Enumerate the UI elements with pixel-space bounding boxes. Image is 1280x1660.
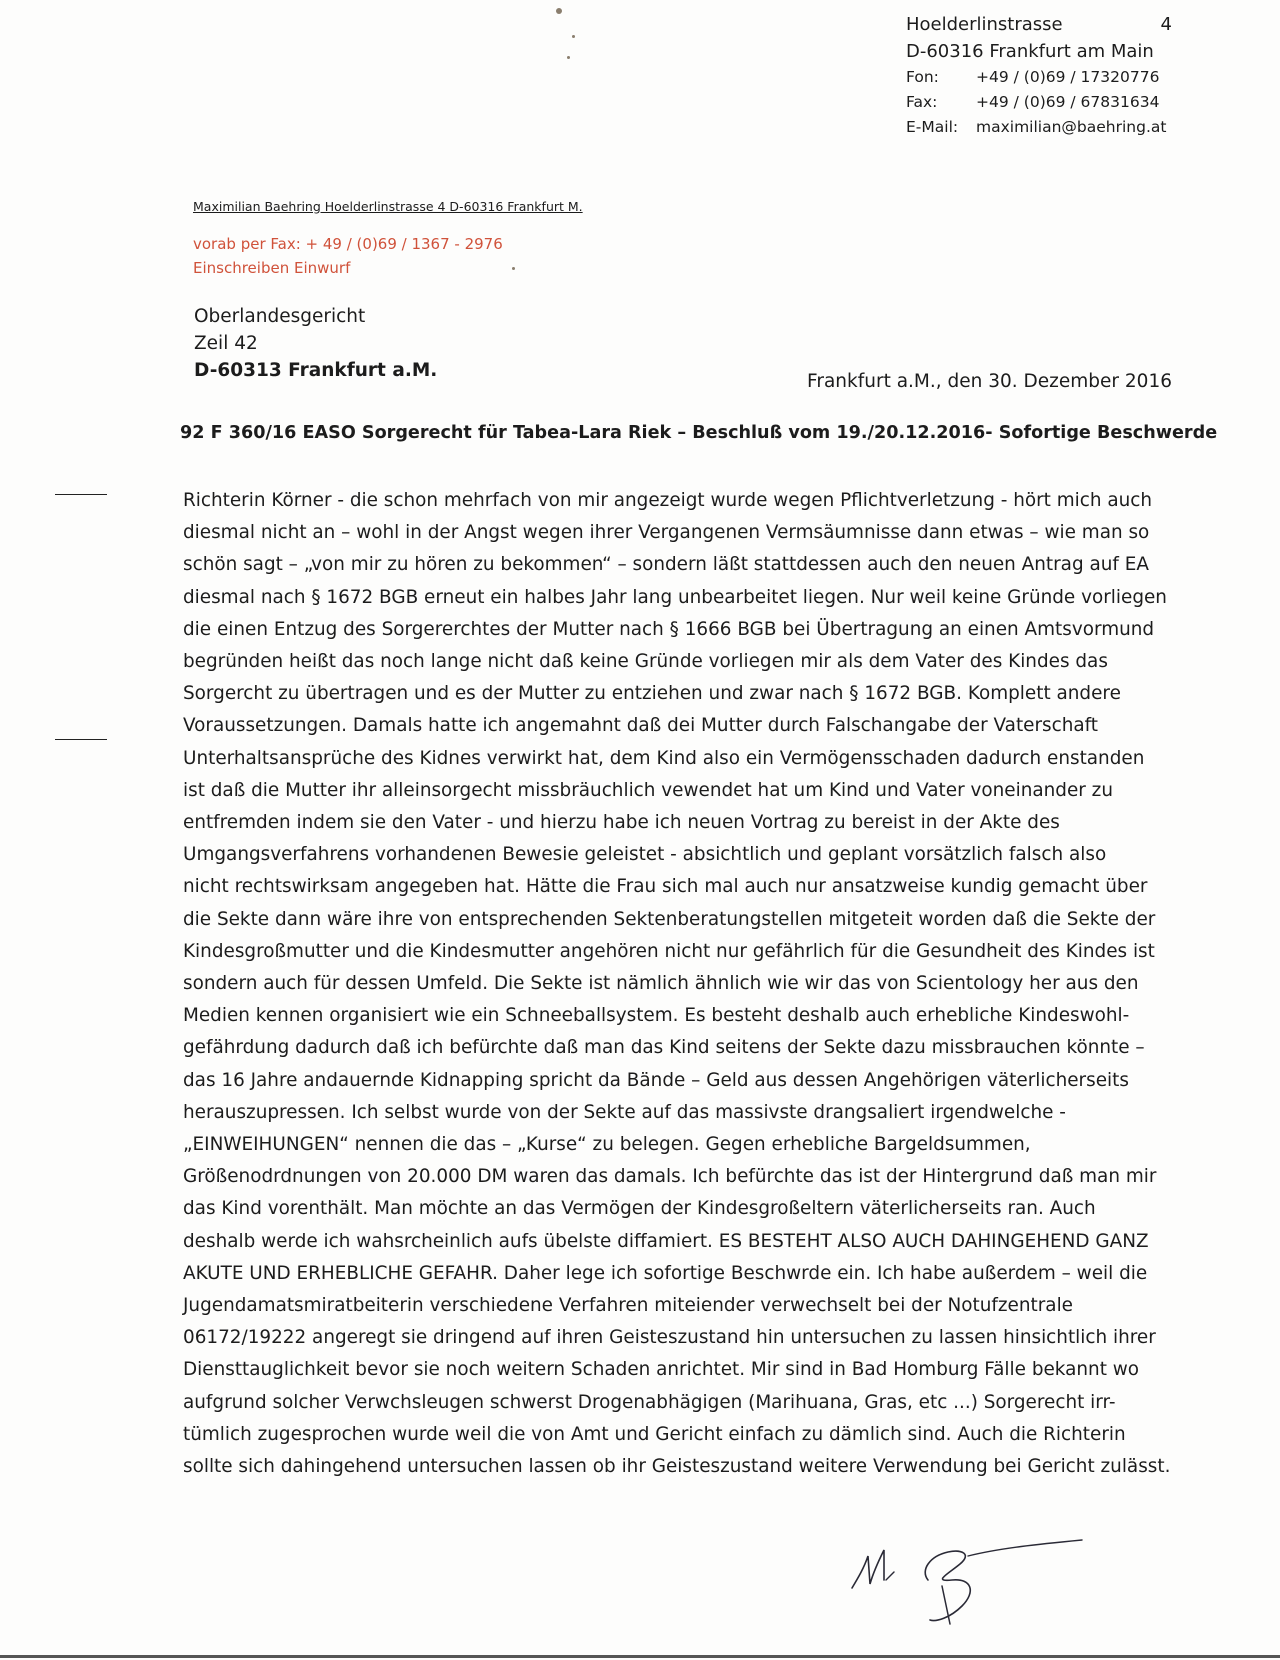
body-line: nicht rechtswirksam angegeben hat. Hätte die Frau sich mal auch nur ansatzweise kundig gemacht über xyxy=(183,876,1148,898)
contact-value-phone: +49 / (0)69 / 17320776 xyxy=(976,68,1160,86)
body-line: sondern auch für dessen Umfeld. Die Sekte ist nämlich ähnlich wie wir das von Scientology her aus den xyxy=(183,973,1139,995)
body-line: tümlich zugesprochen wurde weil die von Amt und Gericht einfach zu dämlich sind. Auch die Richterin xyxy=(183,1423,1126,1445)
recipient-line-1: Oberlandesgericht xyxy=(194,306,366,327)
body-line: Richterin Körner - die schon mehrfach von mir angezeigt wurde wegen Pflichtverletzung - hört mich auch xyxy=(183,490,1153,511)
fold-mark-upper xyxy=(55,494,107,495)
body-line: Medien kennen organisiert wie ein Schneeballsystem. Es besteht deshalb auch erhebliche Kindeswohl- xyxy=(183,1005,1130,1027)
delivery-fax: vorab per Fax: + 49 / (0)69 / 1367 - 2976 xyxy=(193,235,503,253)
body-line: ist daß die Mutter ihr alleinsorgecht missbräuchlich vewendet hat um Kind und Vater voneinander zu xyxy=(183,779,1113,801)
body-line: die Sekte dann wäre ihre von entsprechenden Sektenberatungstellen mitgeteit worden daß die Sekte der xyxy=(183,908,1156,930)
fold-mark-middle xyxy=(55,739,107,740)
body-line: AKUTE UND ERHEBLICHE GEFAHR. Daher lege ich sofortige Beschwrde ein. Ich habe außerdem – weil die xyxy=(183,1262,1148,1284)
sender-contacts xyxy=(906,65,1176,140)
body-line: Voraussetzungen. Damals hatte ich angemahnt daß dei Mutter durch Falschangabe der Vaterschaft xyxy=(183,715,1099,737)
sender-city: D-60316 Frankfurt am Main xyxy=(906,41,1154,62)
sender-city-row xyxy=(906,39,1176,64)
body-line: Diensttauglichkeit bevor sie noch weitern Schaden anrichtet. Mir sind in Bad Homburg Fälle bekannt wo xyxy=(183,1359,1140,1381)
body-line: deshalb werde ich wahsrcheinlich aufs übelste diffamiert. ES BESTEHT ALSO AUCH DAHINGEHEND GANZ xyxy=(183,1230,1149,1252)
body-line: diesmal nach § 1672 BGB erneut ein halbes Jahr lang unbearbeitet liegen. Nur weil keine Gründe vorliegen xyxy=(183,586,1167,608)
contact-label-email: E-Mail: xyxy=(906,118,959,136)
date-line: Frankfurt a.M., den 30. Dezember 2016 xyxy=(807,371,1172,392)
recipient-line-2: Zeil 42 xyxy=(194,333,258,354)
body-line: Kindesgroßmutter und die Kindesmutter angehören nicht nur gefährlich für die Gesundheit des Kindes ist xyxy=(183,940,1155,962)
body-line: Größenodrdnungen von 20.000 DM waren das damals. Ich befürchte das ist der Hintergrund daß man mir xyxy=(183,1166,1157,1188)
contact-label-fax: Fax: xyxy=(906,93,938,111)
body-line: Jugendamatsmiratbeiterin verschiedene Verfahren miteiender verwechselt bei der Notufzentrale xyxy=(183,1295,1073,1317)
body-line: gefährdung dadurch daß ich befürchte daß man das Kind seitens der Sekte dazu missbrauchen könnte – xyxy=(183,1037,1145,1059)
body-line: herauszupressen. Ich selbst wurde von der Sekte auf das massivste drangsaliert irgendwelche - xyxy=(183,1101,1066,1123)
handwritten-signature xyxy=(850,1530,1090,1640)
delivery-registered: Einschreiben Einwurf xyxy=(193,259,351,277)
scan-bottom-edge xyxy=(0,1655,1280,1658)
body-line: diesmal nicht an – wohl in der Angst wegen ihrer Vergangenen Vermsäumnisse dann etwas – wie man so xyxy=(183,522,1150,544)
letter-body xyxy=(183,485,1213,1483)
body-line: Unterhaltsansprüche des Kidnes verwirkt hat, dem Kind also ein Vermögensschaden dadurch enstanden xyxy=(183,747,1145,769)
contact-value-email: maximilian@baehring.at xyxy=(976,118,1167,136)
body-line: Umgangsverfahrens vorhandenen Bewesie geleistet - absichtlich und geplant vorsätzlich falsch also xyxy=(183,844,1107,866)
body-line: aufgrund solcher Verwchsleugen schwerst Drogenabhägigen (Marihuana, Gras, etc ...) Sorgerecht irr- xyxy=(183,1391,1116,1413)
body-line: das Kind vorenthält. Man möchte an das Vermögen der Kindesgroßeltern väterlicherseits ran. Auch xyxy=(183,1198,1096,1220)
contact-value-fax: +49 / (0)69 / 67831634 xyxy=(976,93,1160,111)
body-line: die einen Entzug des Sorgererchtes der Mutter nach § 1666 BGB bei Übertragung an einen Amtsvormund xyxy=(183,618,1155,640)
sender-street-row xyxy=(906,12,1176,37)
sender-street: Hoelderlinstrasse xyxy=(906,14,1063,35)
body-line: Sorgercht zu übertragen und es der Mutter zu entziehen und zwar nach § 1672 BGB. Komplett andere xyxy=(183,683,1121,705)
body-line: begründen heißt das noch lange nicht daß keine Gründe vorliegen mir als dem Vater des Kindes das xyxy=(183,651,1108,673)
body-line: 06172/19222 angeregt sie dringend auf ihren Geisteszustand hin untersuchen zu lassen hinsichtlich ihrer xyxy=(183,1327,1156,1349)
sender-house-number: 4 xyxy=(1160,14,1172,35)
contact-label-phone: Fon: xyxy=(906,68,939,86)
body-line: entfremden indem sie den Vater - und hierzu habe ich neuen Vortrag zu bereist in der Akte des xyxy=(183,812,1060,834)
delivery-note xyxy=(193,232,503,280)
recipient-address xyxy=(194,303,437,384)
sender-block xyxy=(906,12,1176,140)
body-line: „EINWEIHUNGEN“ nennen die das – „Kurse“ zu belegen. Gegen erhebliche Bargeldsummen, xyxy=(183,1134,1031,1156)
body-line: schön sagt – „von mir zu hören zu bekommen“ – sondern läßt stattdessen auch den neuen Antrag auf EA xyxy=(183,554,1149,576)
recipient-line-3: D-60313 Frankfurt a.M. xyxy=(194,360,438,381)
body-line: sollte sich dahingehend untersuchen lassen ob ihr Geisteszustand weitere Verwendung bei Gericht zulässt. xyxy=(183,1456,1171,1478)
body-line: das 16 Jahre andauernde Kidnapping spricht da Bände – Geld aus dessen Angehörigen väterlicherseits xyxy=(183,1069,1129,1091)
subject-line: 92 F 360/16 EASO Sorgerecht für Tabea-Lara Riek – Beschluß vom 19./20.12.2016- Sofortige Beschwerde xyxy=(180,423,1218,443)
return-address: Maximilian Baehring Hoelderlinstrasse 4 D-60316 Frankfurt M. xyxy=(193,199,583,214)
